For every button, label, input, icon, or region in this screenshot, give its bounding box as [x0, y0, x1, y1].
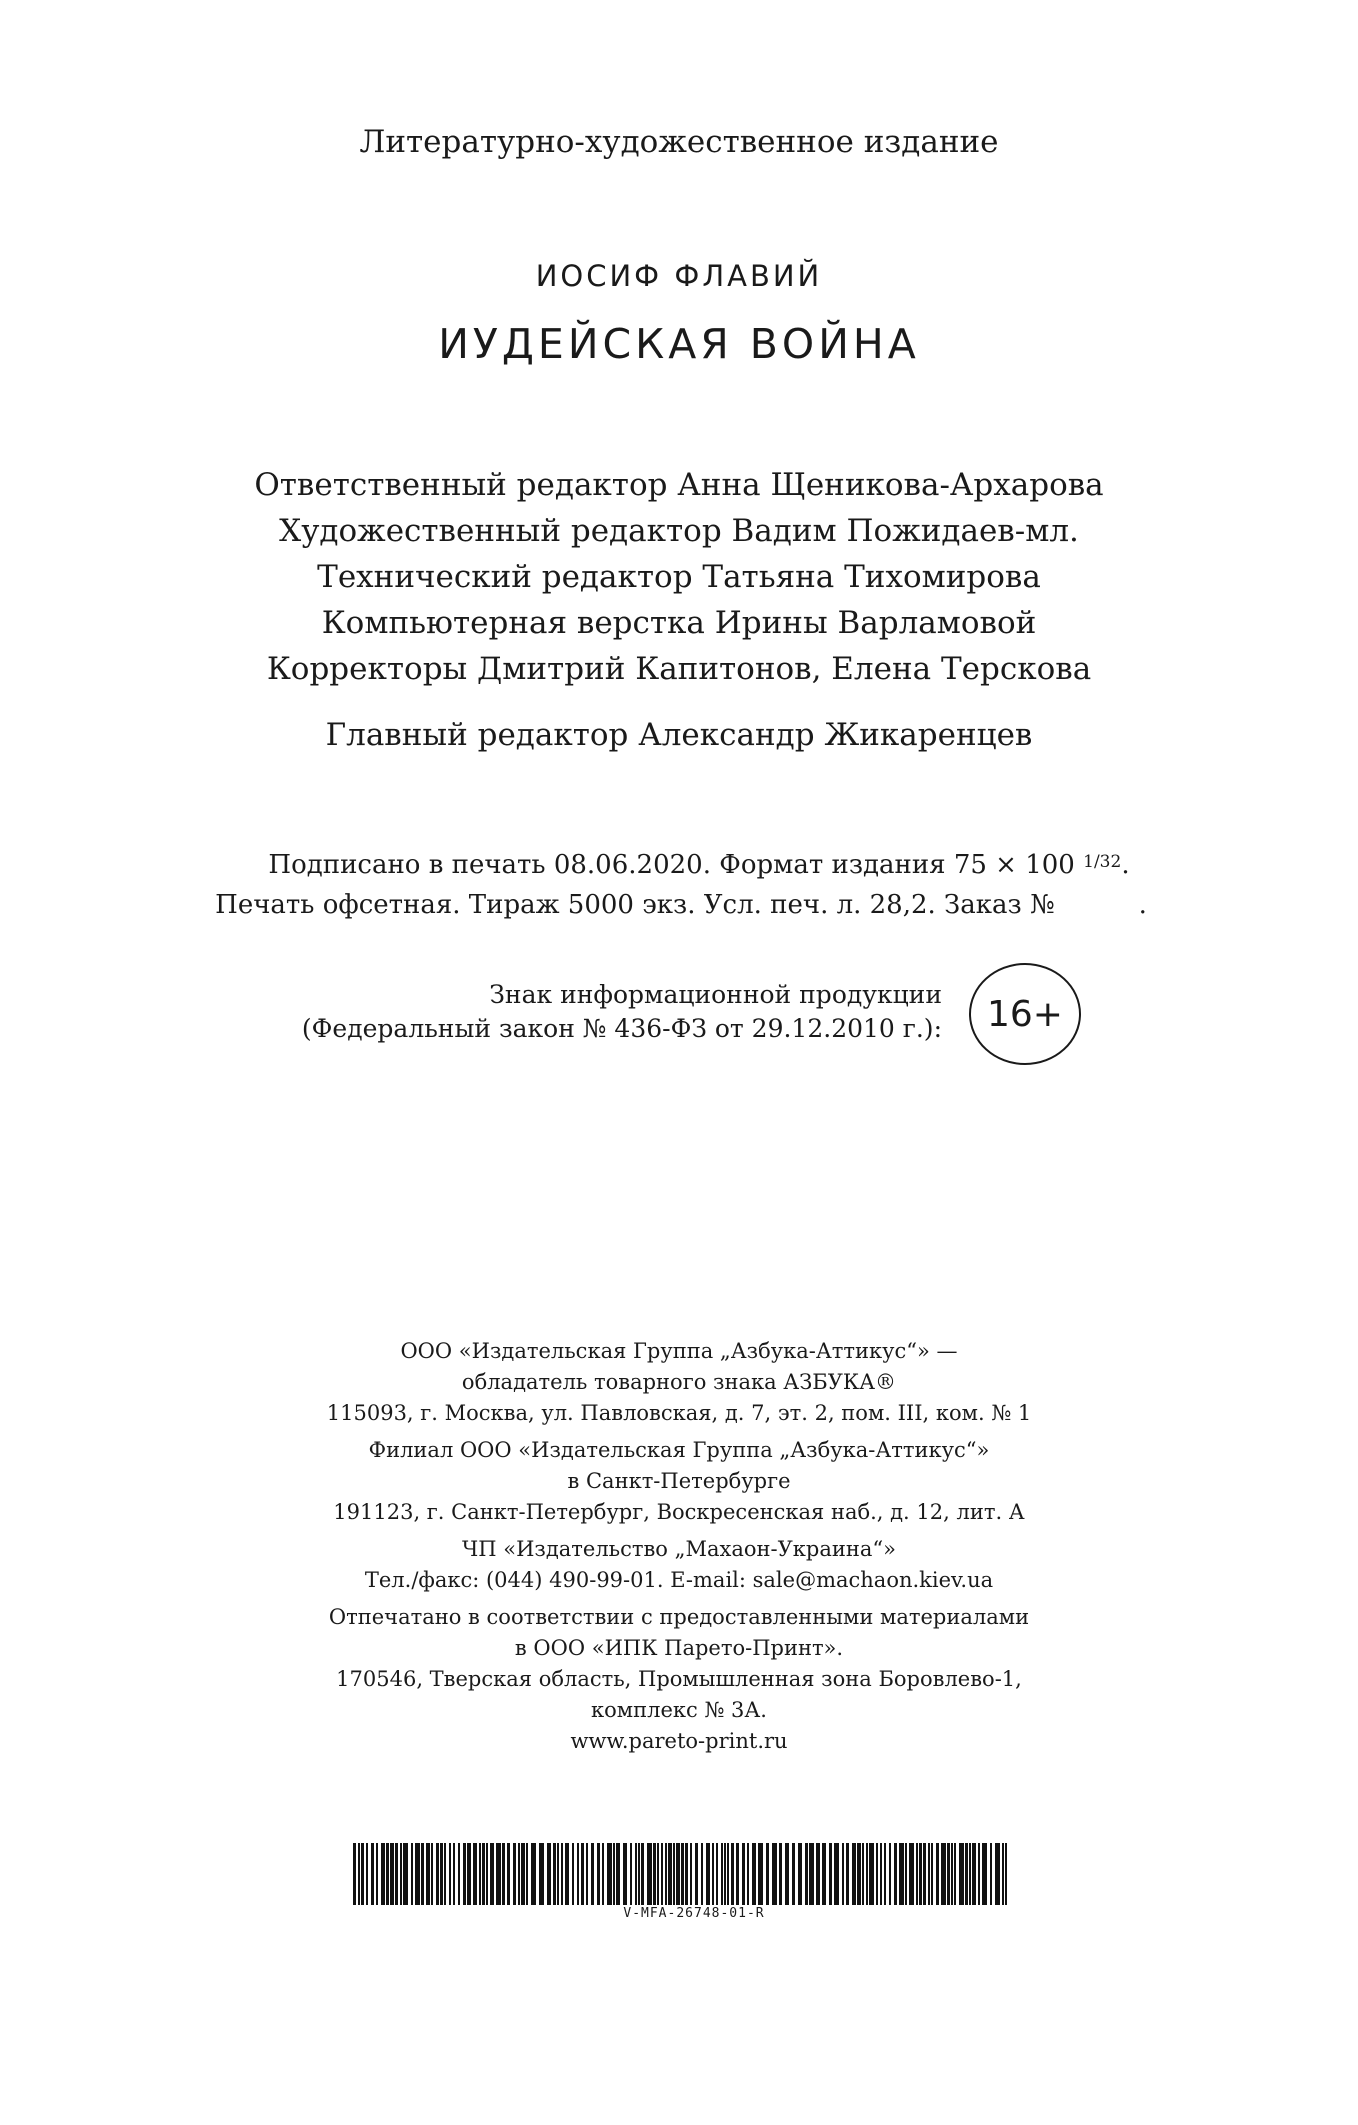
barcode-bar — [982, 1843, 987, 1905]
barcode-bar — [916, 1843, 918, 1905]
barcode-label: V-MFA-26748-01-R — [623, 1906, 765, 1921]
barcode-bar — [727, 1843, 729, 1905]
barcode-bar — [809, 1843, 814, 1905]
barcode-bar — [661, 1843, 663, 1905]
barcode-bar — [449, 1843, 451, 1905]
barcode-bar — [463, 1843, 466, 1905]
age-rating-badge: 16+ — [969, 963, 1081, 1065]
barcode-bar — [361, 1843, 364, 1905]
barcode-bar — [561, 1843, 563, 1905]
barcode-bar — [676, 1843, 680, 1905]
barcode-bar — [951, 1843, 953, 1905]
barcode-bar — [822, 1843, 826, 1905]
credit-line: Технический редактор Татьяна Тихомирова — [317, 559, 1041, 595]
ukraine-info: ЧП «Издательство „Махаон-Украина“» Тел./факс: (044) 490-99-01. E-mail: sale@machaon.kiev.ua — [364, 1537, 994, 1592]
credits-block — [0, 462, 1358, 692]
barcode-bar — [798, 1843, 802, 1905]
print-info — [0, 842, 1358, 925]
barcode-bar — [936, 1843, 939, 1905]
barcode-bar — [386, 1843, 389, 1905]
barcode-bar — [731, 1843, 734, 1905]
edition-type: Литературно-художественное издание — [359, 124, 999, 160]
barcode-bar — [496, 1843, 501, 1905]
barcode-bar — [431, 1843, 433, 1905]
credit-line: Компьютерная верстка Ирины Варламовой — [321, 605, 1037, 641]
barcode-bar — [889, 1843, 891, 1905]
barcode-bar — [779, 1843, 782, 1905]
barcode-bar — [884, 1843, 886, 1905]
barcode-bar — [616, 1843, 620, 1905]
barcode-bar — [846, 1843, 849, 1905]
publisher-info: ООО «Издательская Группа „Азбука-Аттикус“» — обладатель товарного знака АЗБУКА® 115093, г. Москва, ул. Павловская, д. 7, эт. 2, пом. III, ком. № 1 — [326, 1339, 1032, 1425]
barcode-bar — [490, 1843, 494, 1905]
barcode-bar — [706, 1843, 710, 1905]
credit-line: Ответственный редактор Анна Щеникова-Архарова — [254, 467, 1104, 503]
barcode-bar — [923, 1843, 926, 1905]
barcode-bar — [685, 1843, 688, 1905]
barcode-bar — [577, 1843, 579, 1905]
barcode-bar — [701, 1843, 703, 1905]
barcode-bar — [665, 1843, 667, 1905]
barcode-bar — [521, 1843, 525, 1905]
barcode-bar — [376, 1843, 378, 1905]
barcode-bar — [623, 1843, 627, 1905]
barcode-bar — [607, 1843, 612, 1905]
barcode-bar — [766, 1843, 769, 1905]
barcode-bar — [518, 1843, 520, 1905]
barcode-bar — [641, 1843, 644, 1905]
barcode-bar — [572, 1843, 574, 1905]
barcode-bar — [366, 1843, 368, 1905]
barcode-bar — [436, 1843, 439, 1905]
barcode-bar — [395, 1843, 398, 1905]
barcode-bar — [400, 1843, 402, 1905]
barcode-bar — [905, 1843, 907, 1905]
barcode-bar — [829, 1843, 832, 1905]
barcode-bar — [969, 1843, 971, 1905]
branch-info: Филиал ООО «Издательская Группа „Азбука-Аттикус“» в Санкт-Петербурге 191123, г. Санкт-Петербург, Воскресенская наб., д. 12, лит. А — [333, 1438, 1025, 1524]
barcode-bar — [381, 1843, 385, 1905]
barcode-bar — [565, 1843, 569, 1905]
barcode-bar — [842, 1843, 844, 1905]
barcode-bar — [353, 1843, 356, 1905]
barcode-bar — [486, 1843, 488, 1905]
barcode-bar — [638, 1843, 640, 1905]
info-product-sign: Знак информационной продукции (Федеральный закон № 436-ФЗ от 29.12.2010 г.): — [301, 980, 942, 1043]
barcode-bar — [390, 1843, 394, 1905]
barcode-bar — [931, 1843, 933, 1905]
barcode-bar — [531, 1843, 536, 1905]
barcode-bar — [681, 1843, 684, 1905]
barcode-bar — [866, 1843, 868, 1905]
barcode-bar — [502, 1843, 505, 1905]
barcode-bar — [919, 1843, 922, 1905]
print-info-line-2: Печать офсетная. Тираж 5000 экз. Усл. печ. л. 28,2. Заказ № . — [215, 890, 1147, 920]
barcode-bar — [695, 1843, 698, 1905]
barcode-bar — [965, 1843, 968, 1905]
barcode-bar — [712, 1843, 714, 1905]
barcode-bar — [358, 1843, 360, 1905]
barcode-bar — [553, 1843, 556, 1905]
barcode-bar — [954, 1843, 956, 1905]
credit-line: Корректоры Дмитрий Капитонов, Елена Терскова — [266, 651, 1092, 687]
credit-line: Художественный редактор Вадим Пожидаев-мл. — [279, 513, 1079, 549]
imprint-block — [0, 1336, 1358, 1757]
barcode-bar — [630, 1843, 632, 1905]
barcode-bar — [557, 1843, 559, 1905]
barcode-bar — [742, 1843, 745, 1905]
barcode-bar — [421, 1843, 424, 1905]
barcode-bar — [852, 1843, 856, 1905]
barcode-bar — [1002, 1843, 1004, 1905]
barcode-bar — [513, 1843, 516, 1905]
barcode-bar — [613, 1843, 615, 1905]
barcode-bar — [758, 1843, 763, 1905]
barcode-bar — [411, 1843, 413, 1905]
barcode-bar — [857, 1843, 861, 1905]
barcode-bar — [792, 1843, 795, 1905]
barcode — [351, 1843, 1011, 1905]
barcode-bar — [941, 1843, 946, 1905]
barcode-bar — [805, 1843, 808, 1905]
barcode-bar — [653, 1843, 656, 1905]
barcode-bar — [899, 1843, 904, 1905]
barcode-bar — [458, 1843, 460, 1905]
barcode-bar — [772, 1843, 777, 1905]
barcode-bar — [947, 1843, 950, 1905]
barcode-bar — [657, 1843, 659, 1905]
barcode-bar — [724, 1843, 726, 1905]
barcode-bar — [752, 1843, 756, 1905]
barcode-bar — [990, 1843, 992, 1905]
barcode-bar — [426, 1843, 430, 1905]
barcode-bar — [978, 1843, 980, 1905]
printer-info: Отпечатано в соответствии с предоставленными материалами в ООО «ИПК Парето-Принт». 170546, Тверская область, Промышленная зона Боровлево-1, комплекс № 3А. www.pareto-print.ru — [328, 1605, 1030, 1753]
barcode-bar — [467, 1843, 471, 1905]
barcode-bar — [371, 1843, 374, 1905]
barcode-bar — [1005, 1843, 1007, 1905]
barcode-bar — [928, 1843, 930, 1905]
barcode-bar — [591, 1843, 594, 1905]
barcode-bar — [834, 1843, 839, 1905]
barcode-bar — [995, 1843, 1000, 1905]
barcode-bar — [444, 1843, 446, 1905]
barcode-bar — [880, 1843, 882, 1905]
barcode-bar — [602, 1843, 604, 1905]
barcode-bar — [647, 1843, 652, 1905]
barcode-bar — [747, 1843, 749, 1905]
barcode-bar — [479, 1843, 481, 1905]
barcode-bar — [440, 1843, 443, 1905]
barcode-bar — [909, 1843, 914, 1905]
barcode-bar — [894, 1843, 897, 1905]
barcode-bar — [415, 1843, 420, 1905]
barcode-bar — [869, 1843, 874, 1905]
barcode-bar — [597, 1843, 600, 1905]
barcode-bar — [526, 1843, 528, 1905]
barcode-bar — [635, 1843, 637, 1905]
barcode-bar — [547, 1843, 551, 1905]
barcode-bar — [721, 1843, 723, 1905]
barcode-bar — [673, 1843, 675, 1905]
barcode-bar — [736, 1843, 739, 1905]
format-fraction: 1/32 — [1083, 852, 1122, 872]
barcode-bar — [876, 1843, 878, 1905]
barcode-bar — [453, 1843, 455, 1905]
barcode-bar — [507, 1843, 510, 1905]
print-info-line-1: Подписано в печать 08.06.2020. Формат издания 75 × 100 $^{1/32}$. — [268, 850, 1130, 880]
barcode-bar — [668, 1843, 672, 1905]
book-author: ИОСИФ ФЛАВИЙ — [535, 259, 823, 293]
barcode-bar — [972, 1843, 976, 1905]
barcode-bar — [716, 1843, 718, 1905]
barcode-bar — [473, 1843, 477, 1905]
barcode-bar — [539, 1843, 544, 1905]
barcode-bar — [482, 1843, 485, 1905]
barcode-bar — [403, 1843, 408, 1905]
chief-editor: Главный редактор Александр Жикаренцев — [325, 717, 1033, 753]
barcode-bar — [959, 1843, 964, 1905]
barcode-bar — [690, 1843, 692, 1905]
barcode-bar — [586, 1843, 588, 1905]
barcode-bar — [862, 1843, 864, 1905]
barcode-bar — [581, 1843, 584, 1905]
barcode-bar — [816, 1843, 820, 1905]
book-title: ИУДЕЙСКАЯ ВОЙНА — [438, 320, 920, 368]
barcode-bar — [785, 1843, 789, 1905]
